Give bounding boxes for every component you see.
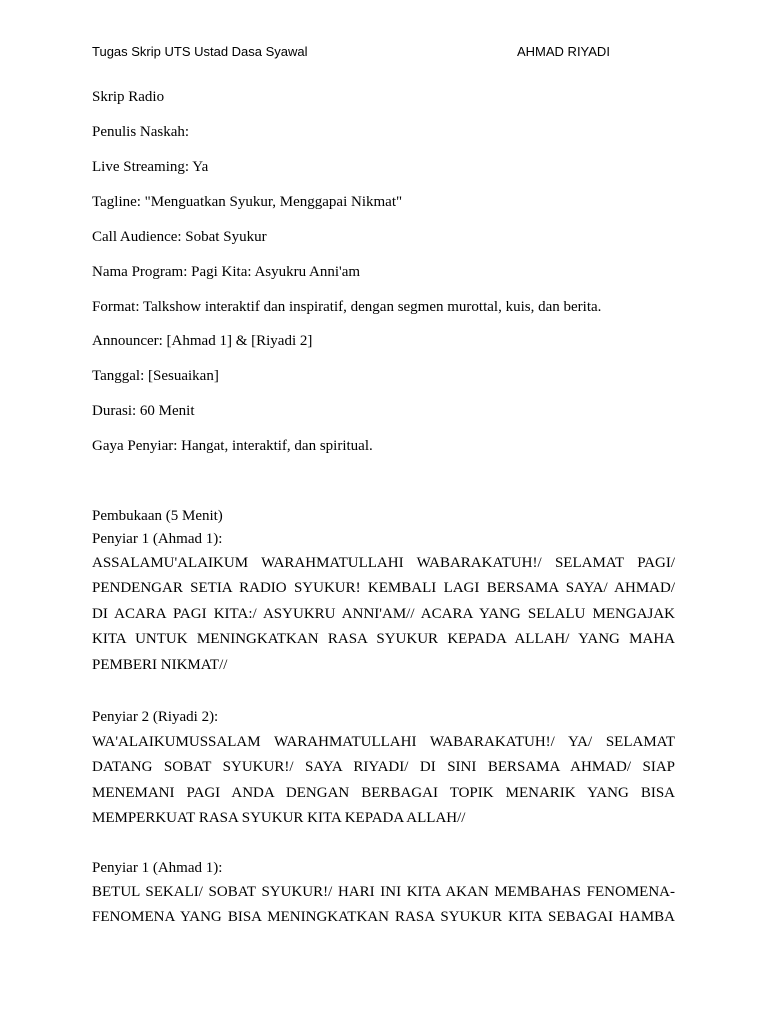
- meta-live-streaming: Live Streaming: Ya: [92, 159, 209, 175]
- header-author-name: AHMAD RIYADI: [517, 44, 610, 59]
- dialogue-line: PENDENGAR SETIA RADIO SYUKUR! KEMBALI LAGI BERSAMA SAYA/ AHMAD/: [92, 580, 675, 597]
- dialogue-line: PEMBERI NIKMAT//: [92, 656, 228, 673]
- dialogue-line: WA'ALAIKUMUSSALAM WARAHMATULLAHI WABARAKATUH!/ YA/ SELAMAT: [92, 734, 675, 750]
- meta-writer: Penulis Naskah:: [92, 124, 190, 140]
- meta-announcer-style: Gaya Penyiar: Hangat, interaktif, dan spiritual.: [92, 438, 373, 454]
- speaker-label: Penyiar 2 (Riyadi 2):: [92, 709, 219, 725]
- dialogue-paragraph: [92, 880, 675, 931]
- meta-format: Format: Talkshow interaktif dan inspiratif, dengan segmen murottal, kuis, dan berita.: [92, 299, 602, 315]
- section-title: Pembukaan (5 Menit): [92, 508, 223, 524]
- speaker-label: Penyiar 1 (Ahmad 1):: [92, 860, 223, 876]
- meta-announcer: Announcer: [Ahmad 1] & [Riyadi 2]: [92, 333, 313, 349]
- meta-tagline: Tagline: "Menguatkan Syukur, Menggapai Nikmat": [92, 194, 403, 210]
- dialogue-line: KITA UNTUK MENINGKATKAN RASA SYUKUR KEPADA ALLAH/ YANG MAHA: [92, 631, 675, 648]
- dialogue-line: FENOMENA YANG BISA MENINGKATKAN RASA SYUKUR KITA SEBAGAI HAMBA: [92, 909, 675, 926]
- dialogue-line: MENEMANI PAGI ANDA DENGAN BERBAGAI TOPIK MENARIK YANG BISA: [92, 784, 675, 801]
- meta-program-name: Nama Program: Pagi Kita: Asyukru Anni'am: [92, 264, 361, 280]
- dialogue-paragraph: [92, 551, 675, 678]
- dialogue-line: BETUL SEKALI/ SOBAT SYUKUR!/ HARI INI KITA AKAN MEMBAHAS FENOMENA-: [92, 884, 675, 900]
- speaker-label: Penyiar 1 (Ahmad 1):: [92, 531, 223, 547]
- dialogue-line: DATANG SOBAT SYUKUR!/ SAYA RIYADI/ DI SINI BERSAMA AHMAD/ SIAP: [92, 759, 675, 776]
- meta-duration: Durasi: 60 Menit: [92, 403, 195, 419]
- dialogue-line: MEMPERKUAT RASA SYUKUR KITA KEPADA ALLAH//: [92, 810, 466, 827]
- dialogue-paragraph: [92, 730, 675, 832]
- meta-call-audience: Call Audience: Sobat Syukur: [92, 229, 267, 245]
- dialogue-line: ASSALAMU'ALAIKUM WARAHMATULLAHI WABARAKATUH!/ SELAMAT PAGI/: [92, 555, 675, 571]
- header-course-title: Tugas Skrip UTS Ustad Dasa Syawal: [92, 44, 308, 59]
- meta-script-title: Skrip Radio: [92, 89, 165, 105]
- meta-date: Tanggal: [Sesuaikan]: [92, 368, 219, 384]
- dialogue-line: DI ACARA PAGI KITA:/ ASYUKRU ANNI'AM// ACARA YANG SELALU MENGAJAK: [92, 605, 675, 622]
